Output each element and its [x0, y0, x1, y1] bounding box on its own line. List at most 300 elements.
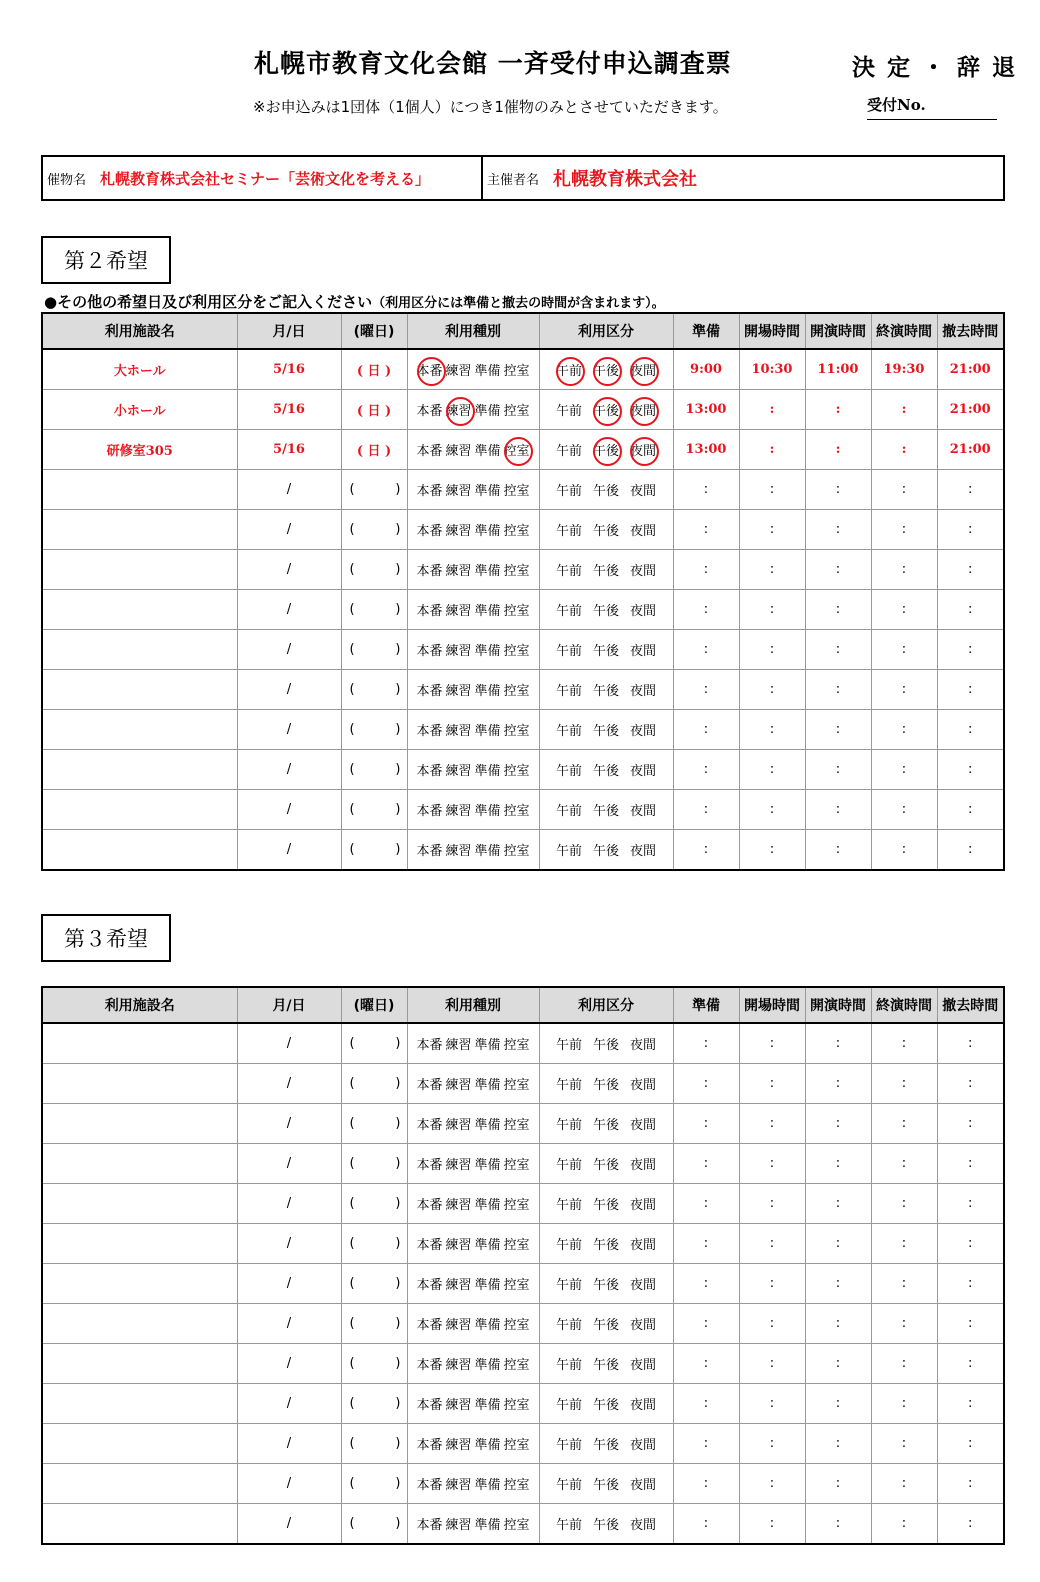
- time-cell[interactable]: :: [673, 790, 739, 830]
- usage-division-option[interactable]: 午前: [555, 1398, 582, 1413]
- usage-type-option[interactable]: 控室: [503, 804, 530, 819]
- time-cell[interactable]: :: [739, 1384, 805, 1424]
- usage-division-option[interactable]: 夜間: [629, 1318, 656, 1333]
- time-cell[interactable]: :: [805, 510, 871, 550]
- day-cell[interactable]: [341, 1184, 407, 1224]
- usage-type-option[interactable]: 準備: [474, 684, 501, 699]
- time-cell[interactable]: :: [673, 1104, 739, 1144]
- usage-type-option[interactable]: 練習: [445, 1038, 472, 1053]
- time-cell[interactable]: 10:30: [739, 349, 805, 390]
- day-cell[interactable]: [341, 1264, 407, 1304]
- usage-division-option[interactable]: 夜間: [629, 1118, 656, 1133]
- usage-division-option[interactable]: 夜間: [629, 804, 656, 819]
- usage-type-option[interactable]: 控室: [503, 1118, 530, 1133]
- time-cell[interactable]: :: [871, 430, 937, 470]
- facility-cell[interactable]: 研修室305: [42, 430, 237, 470]
- time-cell[interactable]: :: [673, 470, 739, 510]
- date-cell[interactable]: /: [237, 550, 341, 590]
- usage-division-option[interactable]: 午前: [555, 764, 582, 779]
- time-cell[interactable]: :: [805, 1344, 871, 1384]
- time-cell[interactable]: 13:00: [673, 430, 739, 470]
- usage-division-option[interactable]: 午前: [555, 1318, 582, 1333]
- usage-division-option[interactable]: 午前: [555, 1078, 582, 1093]
- usage-type-option[interactable]: 本番: [416, 1518, 443, 1533]
- usage-division-option[interactable]: 午前: [555, 484, 582, 499]
- facility-cell[interactable]: [42, 550, 237, 590]
- time-cell[interactable]: :: [805, 1104, 871, 1144]
- time-cell[interactable]: :: [673, 710, 739, 750]
- time-cell[interactable]: :: [673, 1184, 739, 1224]
- usage-type-option[interactable]: 本番: [416, 764, 443, 779]
- usage-division-option[interactable]: 午後: [592, 804, 619, 819]
- usage-type-option[interactable]: 控室: [503, 1038, 530, 1053]
- day-cell[interactable]: [341, 1023, 407, 1064]
- usage-division-option[interactable]: 午後: [592, 684, 619, 699]
- day-cell[interactable]: [341, 1464, 407, 1504]
- time-cell[interactable]: :: [871, 1264, 937, 1304]
- time-cell[interactable]: :: [937, 1023, 1004, 1064]
- day-cell[interactable]: [341, 750, 407, 790]
- usage-type-option[interactable]: 本番: [416, 1038, 443, 1053]
- usage-division-option[interactable]: 夜間: [629, 1438, 656, 1453]
- time-cell[interactable]: :: [805, 750, 871, 790]
- usage-type-option[interactable]: 控室: [502, 440, 531, 459]
- usage-type-option[interactable]: 本番: [416, 804, 443, 819]
- time-cell[interactable]: :: [871, 470, 937, 510]
- time-cell[interactable]: :: [739, 710, 805, 750]
- usage-division-option[interactable]: 午後: [592, 1398, 619, 1413]
- date-cell[interactable]: /: [237, 470, 341, 510]
- usage-type-option[interactable]: 練習: [445, 1278, 472, 1293]
- time-cell[interactable]: :: [937, 1424, 1004, 1464]
- time-cell[interactable]: :: [805, 670, 871, 710]
- time-cell[interactable]: 21:00: [937, 390, 1004, 430]
- usage-division-option[interactable]: 午前: [555, 844, 582, 859]
- time-cell[interactable]: :: [673, 550, 739, 590]
- usage-type-option[interactable]: 控室: [503, 684, 530, 699]
- time-cell[interactable]: :: [937, 750, 1004, 790]
- date-cell[interactable]: /: [237, 590, 341, 630]
- usage-division-option[interactable]: 夜間: [629, 1038, 656, 1053]
- usage-type-option[interactable]: 準備: [474, 1318, 501, 1333]
- time-cell[interactable]: :: [805, 1504, 871, 1545]
- facility-cell[interactable]: [42, 830, 237, 871]
- usage-division-option[interactable]: 夜間: [629, 1358, 656, 1373]
- usage-type-option[interactable]: 控室: [503, 1518, 530, 1533]
- time-cell[interactable]: :: [871, 710, 937, 750]
- usage-division-option[interactable]: 夜間: [629, 1278, 656, 1293]
- time-cell[interactable]: :: [937, 1184, 1004, 1224]
- day-cell[interactable]: [341, 510, 407, 550]
- usage-type-option[interactable]: 控室: [503, 484, 530, 499]
- time-cell[interactable]: :: [805, 630, 871, 670]
- date-cell[interactable]: /: [237, 1384, 341, 1424]
- usage-division-option[interactable]: 午後: [592, 484, 619, 499]
- time-cell[interactable]: :: [871, 1424, 937, 1464]
- time-cell[interactable]: :: [673, 1064, 739, 1104]
- time-cell[interactable]: :: [739, 590, 805, 630]
- usage-division-option[interactable]: 午後: [592, 764, 619, 779]
- time-cell[interactable]: :: [805, 390, 871, 430]
- usage-type-option[interactable]: 控室: [503, 404, 530, 419]
- usage-division-option[interactable]: 夜間: [629, 604, 656, 619]
- usage-type-option[interactable]: 控室: [503, 604, 530, 619]
- usage-division-option[interactable]: 午前: [555, 1158, 582, 1173]
- usage-type-option[interactable]: 本番: [416, 1118, 443, 1133]
- usage-division-option[interactable]: 午前: [555, 1118, 582, 1133]
- usage-type-option[interactable]: 準備: [474, 364, 501, 379]
- usage-type-option[interactable]: 準備: [474, 1238, 501, 1253]
- usage-type-option[interactable]: 準備: [474, 724, 501, 739]
- usage-type-option[interactable]: 準備: [474, 1118, 501, 1133]
- time-cell[interactable]: 11:00: [805, 349, 871, 390]
- facility-cell[interactable]: [42, 790, 237, 830]
- time-cell[interactable]: :: [673, 1304, 739, 1344]
- day-cell[interactable]: [341, 1384, 407, 1424]
- date-cell[interactable]: /: [237, 670, 341, 710]
- date-cell[interactable]: /: [237, 630, 341, 670]
- usage-type-option[interactable]: 準備: [474, 644, 501, 659]
- usage-type-option[interactable]: 練習: [445, 1198, 472, 1213]
- time-cell[interactable]: :: [673, 1224, 739, 1264]
- usage-division-option[interactable]: 午前: [555, 444, 582, 459]
- usage-division-option[interactable]: 午前: [555, 1358, 582, 1373]
- usage-division-option[interactable]: 夜間: [629, 844, 656, 859]
- day-cell[interactable]: ( 日 ): [341, 390, 407, 430]
- usage-division-option[interactable]: 夜間: [629, 724, 656, 739]
- usage-type-option[interactable]: 控室: [503, 1438, 530, 1453]
- day-cell[interactable]: ( 日 ): [341, 430, 407, 470]
- facility-cell[interactable]: [42, 1064, 237, 1104]
- time-cell[interactable]: :: [871, 670, 937, 710]
- time-cell[interactable]: :: [805, 1424, 871, 1464]
- time-cell[interactable]: :: [871, 1144, 937, 1184]
- time-cell[interactable]: :: [871, 1064, 937, 1104]
- usage-type-option[interactable]: 本番: [416, 1438, 443, 1453]
- usage-type-option[interactable]: 控室: [503, 1478, 530, 1493]
- time-cell[interactable]: :: [673, 630, 739, 670]
- usage-type-option[interactable]: 練習: [445, 1398, 472, 1413]
- usage-type-option[interactable]: 本番: [416, 1078, 443, 1093]
- date-cell[interactable]: /: [237, 1104, 341, 1144]
- usage-type-option[interactable]: 本番: [416, 404, 443, 419]
- usage-division-option[interactable]: 午前: [555, 1278, 582, 1293]
- usage-division-option[interactable]: 午後: [592, 1358, 619, 1373]
- usage-type-option[interactable]: 控室: [503, 1198, 530, 1213]
- usage-division-option[interactable]: 午前: [555, 644, 582, 659]
- facility-cell[interactable]: [42, 1144, 237, 1184]
- date-cell[interactable]: /: [237, 1504, 341, 1545]
- usage-division-option[interactable]: 夜間: [625, 440, 662, 459]
- time-cell[interactable]: :: [805, 1464, 871, 1504]
- time-cell[interactable]: :: [937, 1304, 1004, 1344]
- time-cell[interactable]: :: [871, 790, 937, 830]
- usage-division-option[interactable]: 夜間: [629, 684, 656, 699]
- time-cell[interactable]: :: [739, 1344, 805, 1384]
- facility-cell[interactable]: [42, 630, 237, 670]
- time-cell[interactable]: :: [805, 1264, 871, 1304]
- time-cell[interactable]: :: [871, 1384, 937, 1424]
- usage-type-option[interactable]: 練習: [445, 724, 472, 739]
- usage-type-option[interactable]: 本番: [416, 1278, 443, 1293]
- usage-type-option[interactable]: 準備: [474, 1158, 501, 1173]
- time-cell[interactable]: :: [937, 1144, 1004, 1184]
- time-cell[interactable]: :: [673, 1384, 739, 1424]
- usage-type-option[interactable]: 練習: [445, 764, 472, 779]
- usage-division-option[interactable]: 午前: [555, 1198, 582, 1213]
- time-cell[interactable]: :: [871, 1104, 937, 1144]
- time-cell[interactable]: 21:00: [937, 430, 1004, 470]
- time-cell[interactable]: :: [739, 430, 805, 470]
- usage-type-option[interactable]: 準備: [474, 604, 501, 619]
- day-cell[interactable]: [341, 710, 407, 750]
- time-cell[interactable]: :: [805, 830, 871, 871]
- usage-division-option[interactable]: 夜間: [629, 524, 656, 539]
- usage-type-option[interactable]: 練習: [445, 1318, 472, 1333]
- time-cell[interactable]: :: [739, 1304, 805, 1344]
- usage-type-option[interactable]: 練習: [445, 844, 472, 859]
- time-cell[interactable]: :: [673, 590, 739, 630]
- usage-type-option[interactable]: 本番: [416, 724, 443, 739]
- usage-division-option[interactable]: 午後: [588, 360, 625, 379]
- facility-cell[interactable]: [42, 1464, 237, 1504]
- usage-division-option[interactable]: 午前: [555, 524, 582, 539]
- usage-division-option[interactable]: 午後: [592, 1118, 619, 1133]
- date-cell[interactable]: /: [237, 790, 341, 830]
- day-cell[interactable]: [341, 1064, 407, 1104]
- usage-division-option[interactable]: 午前: [555, 564, 582, 579]
- usage-division-option[interactable]: 夜間: [629, 564, 656, 579]
- usage-type-option[interactable]: 本番: [416, 444, 443, 459]
- time-cell[interactable]: :: [805, 1184, 871, 1224]
- usage-type-option[interactable]: 練習: [445, 484, 472, 499]
- facility-cell[interactable]: [42, 710, 237, 750]
- facility-cell[interactable]: [42, 510, 237, 550]
- usage-type-option[interactable]: 練習: [445, 1118, 472, 1133]
- usage-division-option[interactable]: 午後: [592, 724, 619, 739]
- time-cell[interactable]: :: [805, 470, 871, 510]
- facility-cell[interactable]: [42, 1023, 237, 1064]
- time-cell[interactable]: :: [937, 710, 1004, 750]
- time-cell[interactable]: :: [937, 1504, 1004, 1545]
- time-cell[interactable]: :: [871, 510, 937, 550]
- day-cell[interactable]: [341, 670, 407, 710]
- usage-type-option[interactable]: 控室: [503, 364, 530, 379]
- time-cell[interactable]: :: [937, 1464, 1004, 1504]
- date-cell[interactable]: /: [237, 1304, 341, 1344]
- usage-type-option[interactable]: 準備: [474, 844, 501, 859]
- time-cell[interactable]: :: [871, 1304, 937, 1344]
- usage-division-option[interactable]: 午後: [592, 564, 619, 579]
- time-cell[interactable]: :: [805, 590, 871, 630]
- time-cell[interactable]: :: [871, 590, 937, 630]
- usage-type-option[interactable]: 本番: [416, 1238, 443, 1253]
- time-cell[interactable]: :: [673, 1144, 739, 1184]
- usage-type-option[interactable]: 準備: [474, 1478, 501, 1493]
- time-cell[interactable]: :: [937, 1104, 1004, 1144]
- date-cell[interactable]: 5/16: [237, 390, 341, 430]
- usage-division-option[interactable]: 午後: [592, 1238, 619, 1253]
- usage-type-option[interactable]: 準備: [474, 1198, 501, 1213]
- usage-type-option[interactable]: 準備: [474, 1038, 501, 1053]
- day-cell[interactable]: [341, 1144, 407, 1184]
- usage-type-option[interactable]: 控室: [503, 1318, 530, 1333]
- usage-type-option[interactable]: 控室: [503, 1158, 530, 1173]
- usage-type-option[interactable]: 控室: [503, 844, 530, 859]
- usage-type-option[interactable]: 控室: [503, 1238, 530, 1253]
- facility-cell[interactable]: [42, 1424, 237, 1464]
- usage-division-option[interactable]: 午前: [555, 1038, 582, 1053]
- time-cell[interactable]: :: [673, 750, 739, 790]
- usage-type-option[interactable]: 練習: [445, 1078, 472, 1093]
- usage-division-option[interactable]: 午後: [592, 1278, 619, 1293]
- facility-cell[interactable]: [42, 1224, 237, 1264]
- time-cell[interactable]: :: [871, 390, 937, 430]
- time-cell[interactable]: :: [739, 1023, 805, 1064]
- usage-type-option[interactable]: 準備: [474, 444, 501, 459]
- usage-division-option[interactable]: 午後: [592, 844, 619, 859]
- time-cell[interactable]: :: [871, 630, 937, 670]
- usage-division-option[interactable]: 午後: [592, 1318, 619, 1333]
- date-cell[interactable]: /: [237, 830, 341, 871]
- usage-type-option[interactable]: 控室: [503, 1078, 530, 1093]
- usage-type-option[interactable]: 本番: [416, 844, 443, 859]
- facility-cell[interactable]: 小ホール: [42, 390, 237, 430]
- usage-type-option[interactable]: 本番: [416, 1478, 443, 1493]
- facility-cell[interactable]: [42, 1344, 237, 1384]
- day-cell[interactable]: [341, 830, 407, 871]
- date-cell[interactable]: /: [237, 1264, 341, 1304]
- usage-division-option[interactable]: 午前: [555, 1518, 582, 1533]
- usage-division-option[interactable]: 夜間: [625, 400, 662, 419]
- time-cell[interactable]: :: [805, 1224, 871, 1264]
- facility-cell[interactable]: [42, 470, 237, 510]
- day-cell[interactable]: [341, 590, 407, 630]
- usage-division-option[interactable]: 午前: [555, 404, 582, 419]
- usage-division-option[interactable]: 夜間: [629, 644, 656, 659]
- time-cell[interactable]: :: [739, 1264, 805, 1304]
- facility-cell[interactable]: [42, 1264, 237, 1304]
- time-cell[interactable]: :: [673, 670, 739, 710]
- usage-type-option[interactable]: 練習: [445, 684, 472, 699]
- usage-type-option[interactable]: 控室: [503, 724, 530, 739]
- usage-type-option[interactable]: 練習: [445, 524, 472, 539]
- time-cell[interactable]: :: [739, 1504, 805, 1545]
- time-cell[interactable]: :: [937, 1064, 1004, 1104]
- time-cell[interactable]: :: [937, 670, 1004, 710]
- date-cell[interactable]: /: [237, 710, 341, 750]
- time-cell[interactable]: :: [937, 630, 1004, 670]
- usage-type-option[interactable]: 準備: [474, 524, 501, 539]
- usage-division-option[interactable]: 午前: [555, 1238, 582, 1253]
- usage-type-option[interactable]: 練習: [445, 1478, 472, 1493]
- facility-cell[interactable]: [42, 1504, 237, 1545]
- time-cell[interactable]: :: [673, 1264, 739, 1304]
- date-cell[interactable]: /: [237, 1224, 341, 1264]
- time-cell[interactable]: :: [937, 1344, 1004, 1384]
- usage-type-option[interactable]: 本番: [416, 644, 443, 659]
- day-cell[interactable]: [341, 1304, 407, 1344]
- facility-cell[interactable]: [42, 590, 237, 630]
- time-cell[interactable]: :: [739, 1064, 805, 1104]
- usage-type-option[interactable]: 練習: [445, 1158, 472, 1173]
- time-cell[interactable]: :: [871, 1224, 937, 1264]
- time-cell[interactable]: :: [871, 550, 937, 590]
- time-cell[interactable]: :: [805, 790, 871, 830]
- day-cell[interactable]: [341, 790, 407, 830]
- day-cell[interactable]: [341, 1224, 407, 1264]
- usage-type-option[interactable]: 本番: [416, 484, 443, 499]
- usage-division-option[interactable]: 夜間: [625, 360, 662, 379]
- usage-type-option[interactable]: 控室: [503, 644, 530, 659]
- usage-division-option[interactable]: 午後: [592, 644, 619, 659]
- usage-type-option[interactable]: 練習: [445, 644, 472, 659]
- date-cell[interactable]: 5/16: [237, 349, 341, 390]
- usage-division-option[interactable]: 午前: [555, 604, 582, 619]
- usage-type-option[interactable]: 練習: [445, 1518, 472, 1533]
- time-cell[interactable]: :: [739, 1104, 805, 1144]
- date-cell[interactable]: /: [237, 510, 341, 550]
- usage-type-option[interactable]: 準備: [474, 1358, 501, 1373]
- time-cell[interactable]: 19:30: [871, 349, 937, 390]
- usage-type-option[interactable]: 練習: [445, 1438, 472, 1453]
- day-cell[interactable]: [341, 630, 407, 670]
- usage-type-option[interactable]: 控室: [503, 1278, 530, 1293]
- usage-division-option[interactable]: 夜間: [629, 1398, 656, 1413]
- date-cell[interactable]: 5/16: [237, 430, 341, 470]
- usage-division-option[interactable]: 午後: [592, 1038, 619, 1053]
- usage-division-option[interactable]: 夜間: [629, 1518, 656, 1533]
- usage-type-option[interactable]: 準備: [474, 764, 501, 779]
- usage-type-option[interactable]: 練習: [445, 364, 472, 379]
- usage-type-option[interactable]: 準備: [474, 404, 501, 419]
- time-cell[interactable]: :: [739, 670, 805, 710]
- usage-type-option[interactable]: 練習: [445, 444, 472, 459]
- usage-type-option[interactable]: 本番: [416, 564, 443, 579]
- usage-division-option[interactable]: 午後: [592, 1198, 619, 1213]
- usage-division-option[interactable]: 午後: [592, 1438, 619, 1453]
- usage-type-option[interactable]: 練習: [445, 1358, 472, 1373]
- usage-type-option[interactable]: 控室: [503, 1398, 530, 1413]
- time-cell[interactable]: :: [871, 1504, 937, 1545]
- time-cell[interactable]: :: [739, 1144, 805, 1184]
- facility-cell[interactable]: [42, 1104, 237, 1144]
- time-cell[interactable]: :: [937, 510, 1004, 550]
- date-cell[interactable]: /: [237, 1424, 341, 1464]
- facility-cell[interactable]: [42, 1384, 237, 1424]
- usage-division-option[interactable]: 夜間: [629, 1198, 656, 1213]
- time-cell[interactable]: :: [871, 750, 937, 790]
- date-cell[interactable]: /: [237, 1023, 341, 1064]
- time-cell[interactable]: :: [739, 790, 805, 830]
- date-cell[interactable]: /: [237, 1184, 341, 1224]
- usage-type-option[interactable]: 本番: [416, 1358, 443, 1373]
- time-cell[interactable]: :: [805, 1064, 871, 1104]
- time-cell[interactable]: :: [739, 390, 805, 430]
- time-cell[interactable]: :: [739, 470, 805, 510]
- usage-division-option[interactable]: 午後: [592, 1158, 619, 1173]
- usage-division-option[interactable]: 午後: [592, 1478, 619, 1493]
- date-cell[interactable]: /: [237, 750, 341, 790]
- time-cell[interactable]: :: [673, 1504, 739, 1545]
- usage-division-option[interactable]: 午後: [592, 1078, 619, 1093]
- usage-division-option[interactable]: 夜間: [629, 1238, 656, 1253]
- usage-type-option[interactable]: 準備: [474, 564, 501, 579]
- time-cell[interactable]: :: [739, 550, 805, 590]
- usage-type-option[interactable]: 本番: [416, 1398, 443, 1413]
- time-cell[interactable]: :: [739, 1224, 805, 1264]
- time-cell[interactable]: :: [739, 510, 805, 550]
